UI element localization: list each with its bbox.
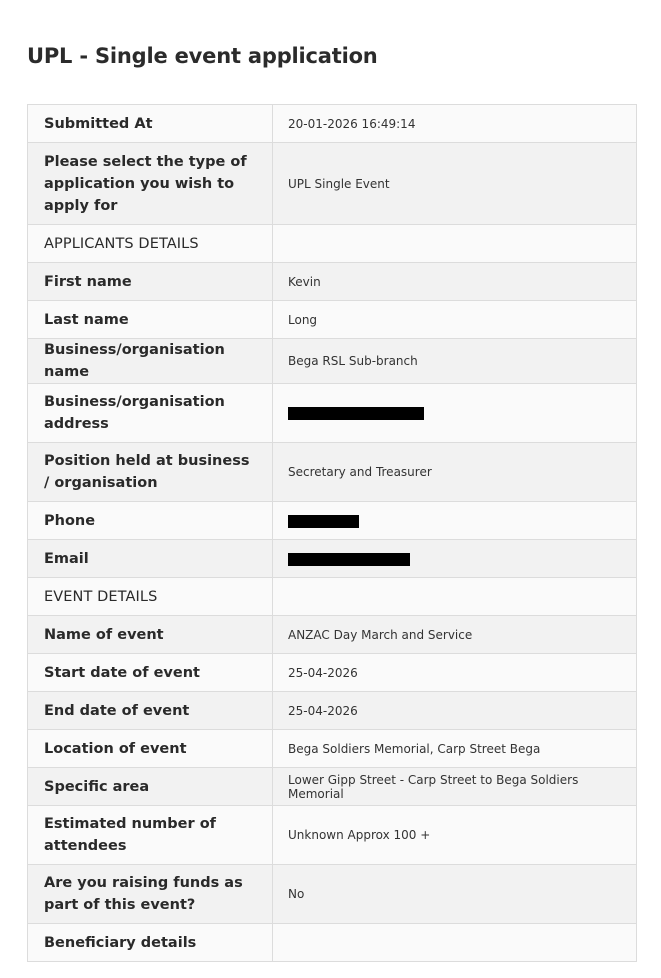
field-value: 25-04-2026: [273, 692, 637, 730]
field-value: 25-04-2026: [273, 654, 637, 692]
redaction-bar: [288, 553, 410, 566]
field-label: Start date of event: [28, 654, 273, 692]
table-row: [28, 339, 637, 384]
field-value: [273, 578, 637, 616]
table-row: [28, 616, 637, 654]
field-label: Name of event: [28, 616, 273, 654]
table-row: [28, 105, 637, 143]
field-value: Bega Soldiers Memorial, Carp Street Bega: [273, 730, 637, 768]
field-label: End date of event: [28, 692, 273, 730]
field-label: Position held at business / organisation: [28, 443, 273, 502]
field-label: Last name: [28, 301, 273, 339]
field-label: Submitted At: [28, 105, 273, 143]
submission-table: [27, 104, 637, 962]
table-row: [28, 443, 637, 502]
field-label: Business/organisation address: [28, 384, 273, 443]
field-value: UPL Single Event: [273, 143, 637, 225]
table-row: [28, 384, 637, 443]
field-value: Lower Gipp Street - Carp Street to Bega Soldiers Memorial: [273, 768, 637, 806]
field-label: Email: [28, 540, 273, 578]
field-value: [273, 540, 637, 578]
section-row: [28, 578, 637, 616]
field-value: [273, 225, 637, 263]
field-label: First name: [28, 263, 273, 301]
field-value: ANZAC Day March and Service: [273, 616, 637, 654]
field-label: Business/organisation name: [28, 339, 273, 384]
table-row: [28, 768, 637, 806]
field-label: Specific area: [28, 768, 273, 806]
table-row: [28, 263, 637, 301]
field-value: Long: [273, 301, 637, 339]
field-label: Phone: [28, 502, 273, 540]
table-row: [28, 502, 637, 540]
field-label: Please select the type of application you wish to apply for: [28, 143, 273, 225]
page-title: UPL - Single event application: [27, 44, 378, 68]
field-value: [273, 502, 637, 540]
field-label: Are you raising funds as part of this event?: [28, 865, 273, 924]
table-row: [28, 654, 637, 692]
table-row: [28, 865, 637, 924]
field-value: Bega RSL Sub-branch: [273, 339, 637, 384]
field-value: No: [273, 865, 637, 924]
table-row: [28, 540, 637, 578]
table-row: [28, 692, 637, 730]
table-row: [28, 301, 637, 339]
table-row: [28, 143, 637, 225]
section-heading: APPLICANTS DETAILS: [28, 225, 273, 263]
field-value: Kevin: [273, 263, 637, 301]
table-row: [28, 730, 637, 768]
field-value: Secretary and Treasurer: [273, 443, 637, 502]
table-row: [28, 924, 637, 962]
section-row: [28, 225, 637, 263]
field-value: [273, 924, 637, 962]
table-row: [28, 806, 637, 865]
section-heading: EVENT DETAILS: [28, 578, 273, 616]
redaction-bar: [288, 515, 359, 528]
field-value: 20-01-2026 16:49:14: [273, 105, 637, 143]
redaction-bar: [288, 407, 424, 420]
field-label: Beneficiary details: [28, 924, 273, 962]
field-value: [273, 384, 637, 443]
field-value: Unknown Approx 100 +: [273, 806, 637, 865]
field-label: Estimated number of attendees: [28, 806, 273, 865]
field-label: Location of event: [28, 730, 273, 768]
